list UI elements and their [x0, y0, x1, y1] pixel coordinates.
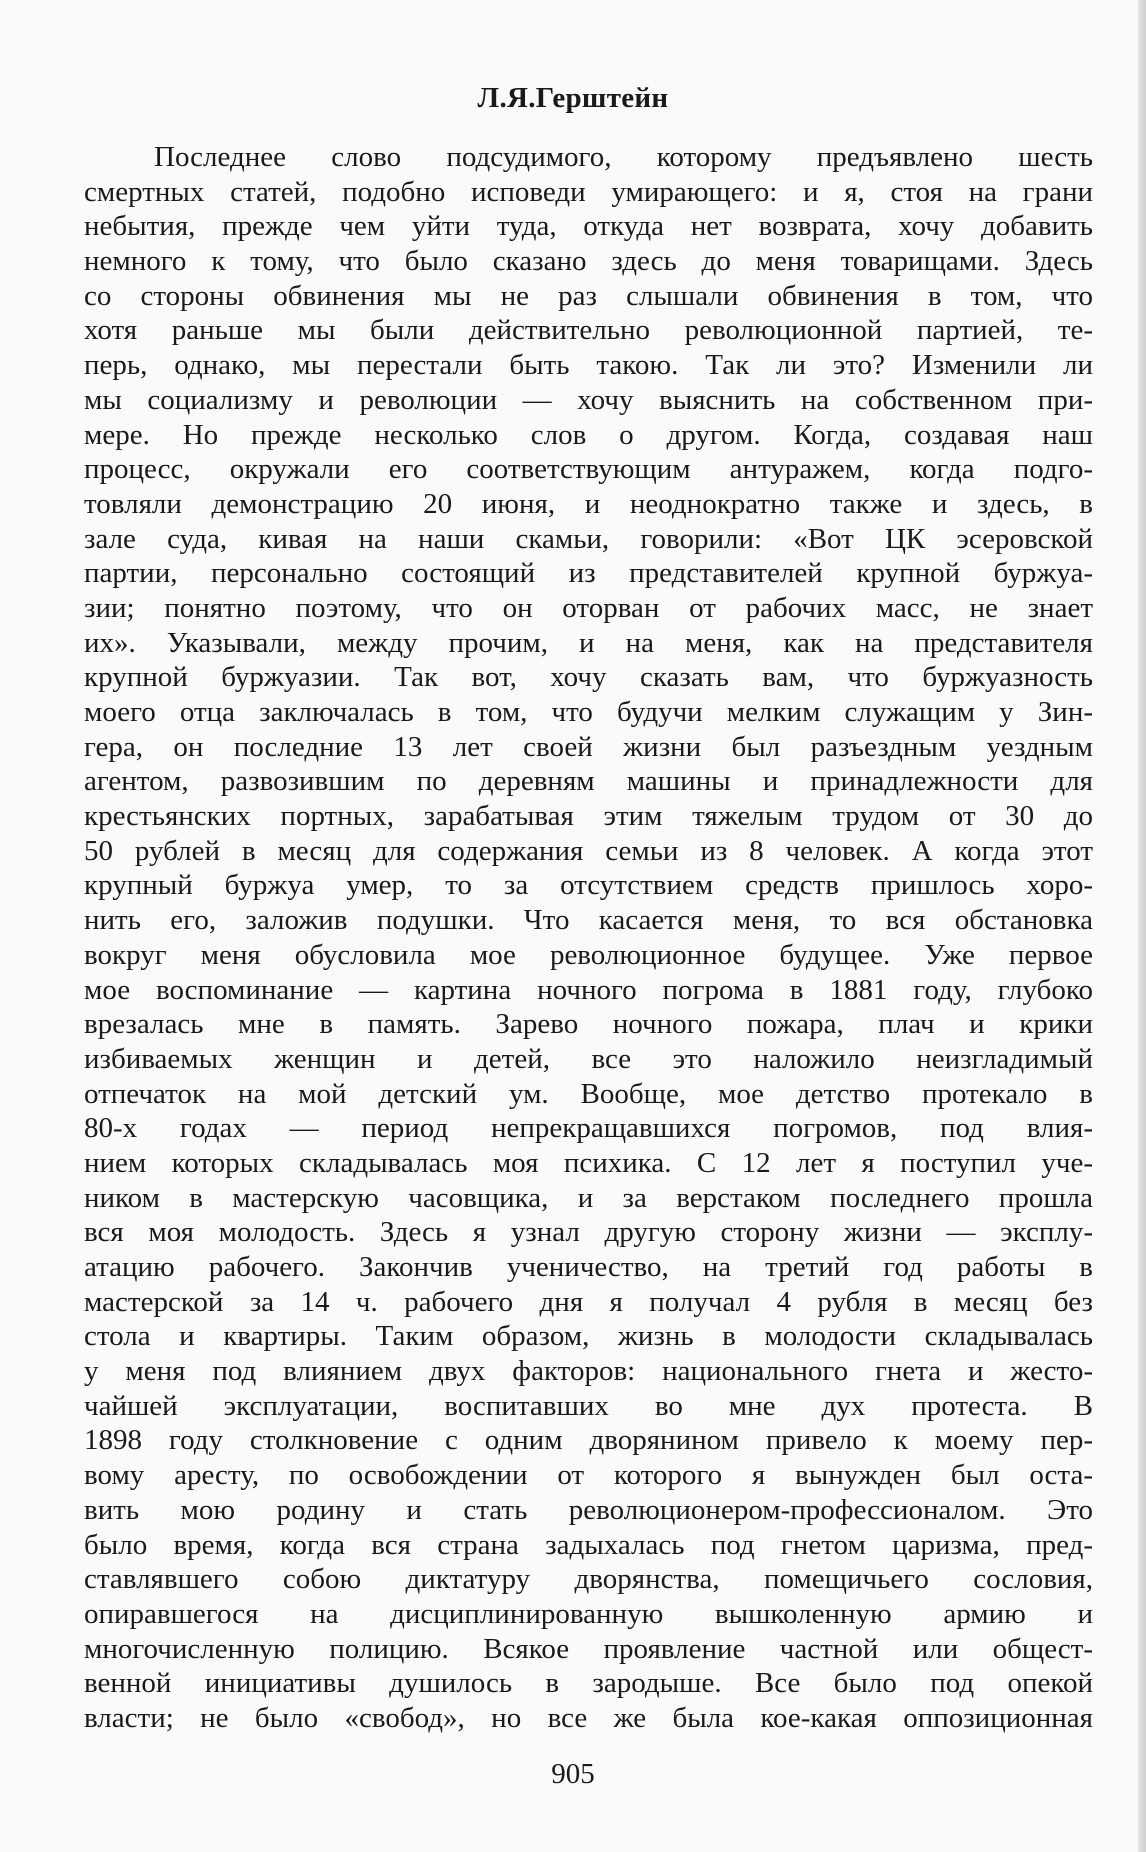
text-line: врезалась мне в память. Зарево ночного пожара, плач и крики — [84, 1008, 1093, 1041]
text-line: Последнее слово подсудимого, которому предъявлено шесть — [154, 141, 1093, 173]
text-line: мастерской за 14 ч. рабочего дня я получал 4 рубля в месяц без — [84, 1285, 1093, 1318]
text-line: 50 рублей в месяц для содержания семьи из 8 человек. А когда этот — [84, 834, 1093, 867]
text-line: нием которых складывалась моя психика. С 12 лет я поступил уче- — [84, 1146, 1093, 1179]
text-line: зале суда, кивая на наши скамьи, говорили: «Вот ЦК эсеровской — [84, 522, 1093, 555]
text-line: мы социализму и революции — хочу выяснить на собственном при- — [84, 383, 1093, 416]
text-line: процесс, окружали его соответствующим антуражем, когда подго- — [84, 453, 1093, 486]
text-line: смертных статей, подобно исповеди умирающего: и я, стоя на грани — [84, 175, 1093, 208]
text-line: ником в мастерскую часовщика, и за верстаком последнего прошла — [84, 1181, 1093, 1214]
text-line: многочисленную полицию. Всякое проявление частной или общест- — [84, 1632, 1093, 1665]
text-line: чайшей эксплуатации, воспитавших во мне дух протеста. В — [84, 1389, 1093, 1422]
text-line: ставлявшего собою диктатуру дворянства, помещичьего сословия, — [84, 1563, 1093, 1596]
text-line: было время, когда вся страна задыхалась под гнетом царизма, пред- — [84, 1528, 1093, 1561]
text-line: со стороны обвинения мы не раз слышали обвинения в том, что — [84, 279, 1093, 312]
text-line: немного к тому, что было сказано здесь до меня товарищами. Здесь — [84, 245, 1093, 278]
text-line: крестьянских портных, зарабатывая этим тяжелым трудом от 30 до — [84, 800, 1093, 833]
text-line: отпечаток на мой детский ум. Вообще, мое детство протекало в — [84, 1077, 1093, 1110]
text-line: перь, однако, мы перестали быть такою. Так ли это? Изменили ли — [84, 349, 1093, 382]
text-line: стола и квартиры. Таким образом, жизнь в молодости складывалась — [84, 1320, 1093, 1353]
page-edge — [1138, 0, 1146, 1852]
text-line: власти; не было «свобод», но все же была кое-какая оппозиционная — [84, 1701, 1093, 1734]
text-line: небытия, прежде чем уйти туда, откуда нет возврата, хочу добавить — [84, 210, 1093, 243]
text-line: вить мою родину и стать революционером-профессионалом. Это — [84, 1493, 1093, 1526]
text-line: избиваемых женщин и детей, все это наложило неизгладимый — [84, 1042, 1093, 1075]
text-line: хотя раньше мы были действительно революционной партией, те- — [84, 314, 1093, 347]
text-line: мере. Но прежде несколько слов о другом. Когда, создавая наш — [84, 418, 1093, 451]
text-line: вокруг меня обусловила мое революционное будущее. Уже первое — [84, 938, 1093, 971]
page-number: 905 — [551, 1758, 595, 1790]
text-line: партии, персонально состоящий из представителей крупной буржуа- — [84, 557, 1093, 590]
text-line: нить его, заложив подушки. Что касается меня, то вся обстановка — [84, 904, 1093, 937]
text-line: агентом, развозившим по деревням машины и принадлежности для — [84, 765, 1093, 798]
text-line: вся моя молодость. Здесь я узнал другую сторону жизни — эксплу- — [84, 1216, 1093, 1249]
text-line: моего отца заключалась в том, что будучи мелким служащим у Зин- — [84, 696, 1093, 728]
text-line: атацию рабочего. Закончив ученичество, на третий год работы в — [84, 1251, 1093, 1283]
text-line: мое воспоминание — картина ночного погрома в 1881 году, глубоко — [84, 973, 1093, 1006]
text-line: товляли демонстрацию 20 июня, и неоднократно также и здесь, в — [84, 487, 1093, 520]
text-line: 80-х годах — период непрекращавшихся погромов, под влия- — [84, 1112, 1093, 1145]
text-line: у меня под влиянием двух факторов: национального гнета и жесто- — [84, 1355, 1093, 1388]
running-header-author: Л.Я.Герштейн — [477, 82, 669, 114]
text-line: зии; понятно поэтому, что он оторван от рабочих масс, не знает — [84, 591, 1093, 624]
text-line: вому аресту, по освобождении от которого я вынужден был оста- — [84, 1459, 1093, 1492]
text-line: гера, он последние 13 лет своей жизни был разъездным уездным — [84, 730, 1093, 763]
text-line: опиравшегося на дисциплинированную вышколенную армию и — [84, 1597, 1093, 1630]
body-text — [84, 140, 1093, 1736]
text-line: крупный буржуа умер, то за отсутствием средств пришлось хоро- — [84, 869, 1093, 902]
text-line: их». Указывали, между прочим, и на меня, как на представителя — [84, 626, 1093, 659]
text-line: венной инициативы душилось в зародыше. Все было под опекой — [84, 1667, 1093, 1700]
text-line: 1898 году столкновение с одним дворянином привело к моему пер- — [84, 1424, 1093, 1457]
text-line: крупной буржуазии. Так вот, хочу сказать вам, что буржуазность — [84, 661, 1093, 694]
